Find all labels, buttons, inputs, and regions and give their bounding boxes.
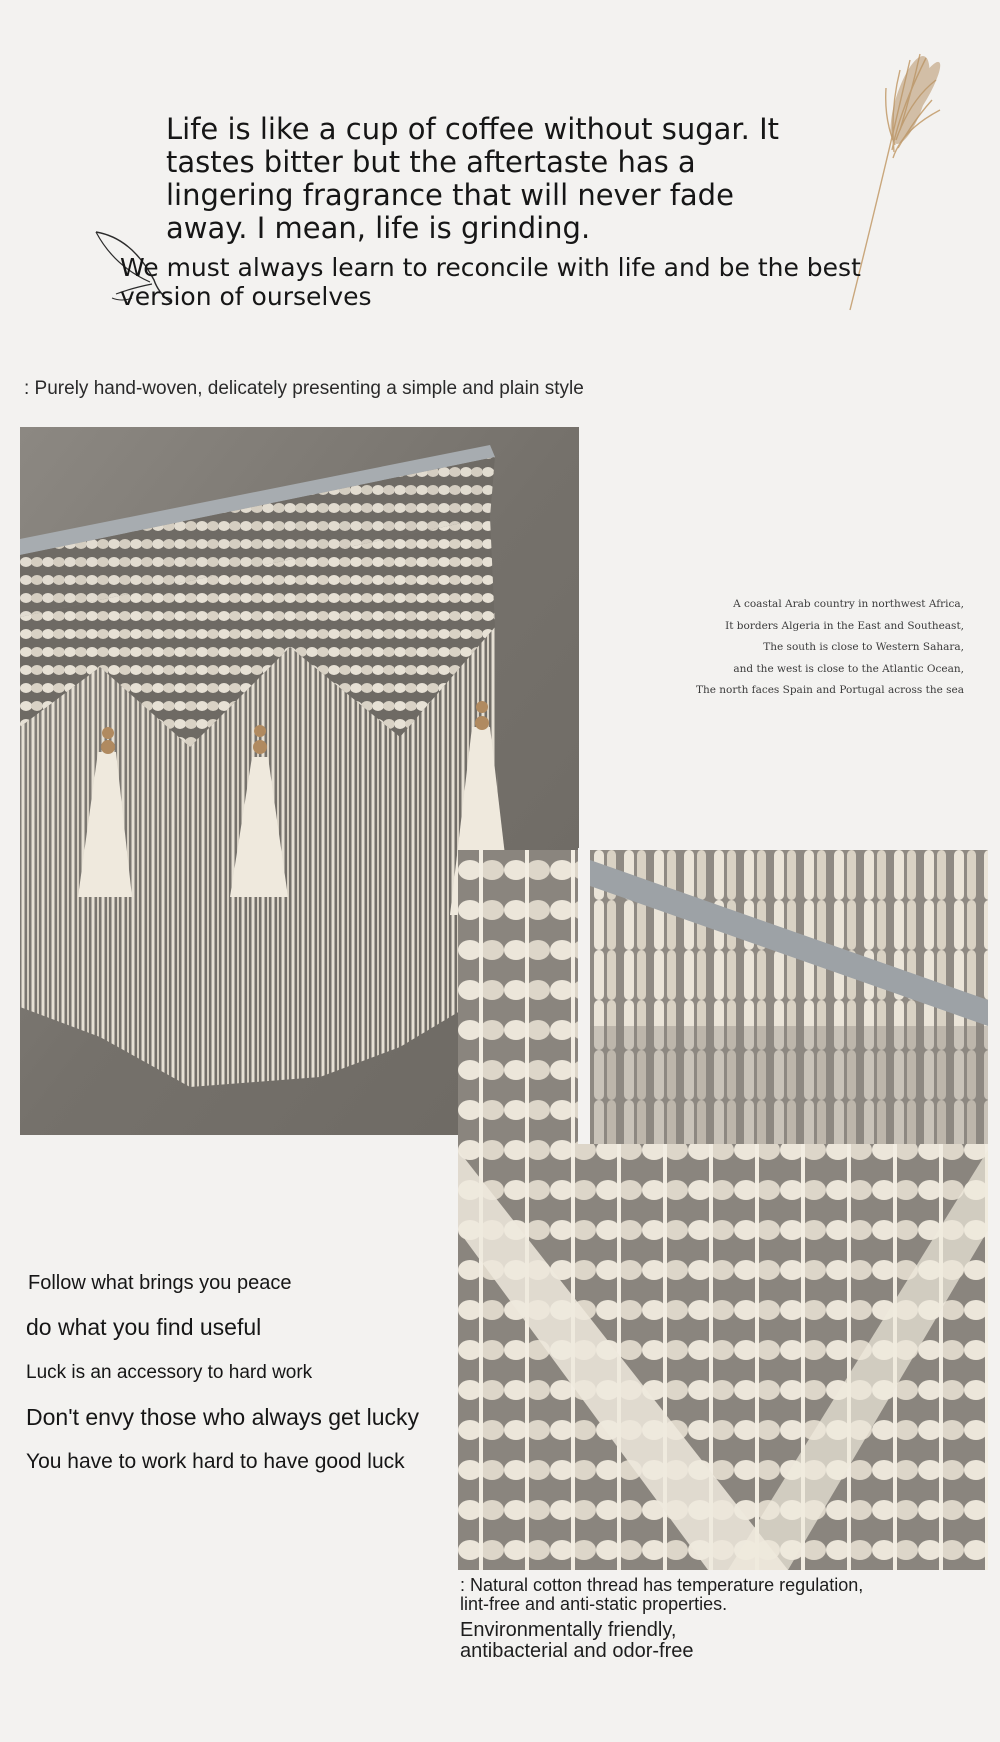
macrame-photo-closeup-top (590, 850, 988, 1144)
quote-line: Life is like a cup of coffee without sugar. It (166, 112, 780, 146)
inspiration-line: Follow what brings you peace (28, 1272, 292, 1294)
inspiration-line: You have to work hard to have good luck (26, 1450, 405, 1473)
caption-line: lint-free and anti-static properties. (460, 1594, 728, 1614)
inspiration-line: Don't envy those who always get lucky (26, 1404, 420, 1430)
quote-line: away. I mean, life is grinding. (166, 211, 591, 245)
caption-line: : Natural cotton thread has temperature regulation, (460, 1575, 864, 1595)
serif-note (664, 594, 964, 702)
note-line: A coastal Arab country in northwest Africa, (733, 598, 964, 610)
quote-line: tastes bitter but the aftertaste has a (166, 145, 696, 179)
quote-line: version of ourselves (120, 282, 372, 311)
note-line: The north faces Spain and Portugal across the sea (695, 684, 964, 696)
caption-cotton (460, 1576, 863, 1614)
quote-line: lingering fragrance that will never fade (166, 178, 734, 212)
caption-line: Environmentally friendly, (460, 1619, 677, 1641)
note-line: The south is close to Western Sahara, (763, 641, 964, 653)
caption-handwoven: : Purely hand-woven, delicately presenting a simple and plain style (24, 378, 584, 399)
quote-block (166, 113, 806, 245)
note-line: and the west is close to the Atlantic Ocean, (733, 662, 964, 675)
inspiration-line: Luck is an accessory to hard work (26, 1362, 313, 1383)
quote-line: We must always learn to reconcile with life and be the best (120, 253, 861, 282)
caption-line: antibacterial and odor-free (460, 1640, 694, 1662)
caption-eco (460, 1620, 693, 1662)
quote-subtext (120, 253, 910, 311)
note-line: It borders Algeria in the East and Southeast, (725, 619, 964, 632)
inspiration-line: do what you find useful (26, 1314, 262, 1340)
